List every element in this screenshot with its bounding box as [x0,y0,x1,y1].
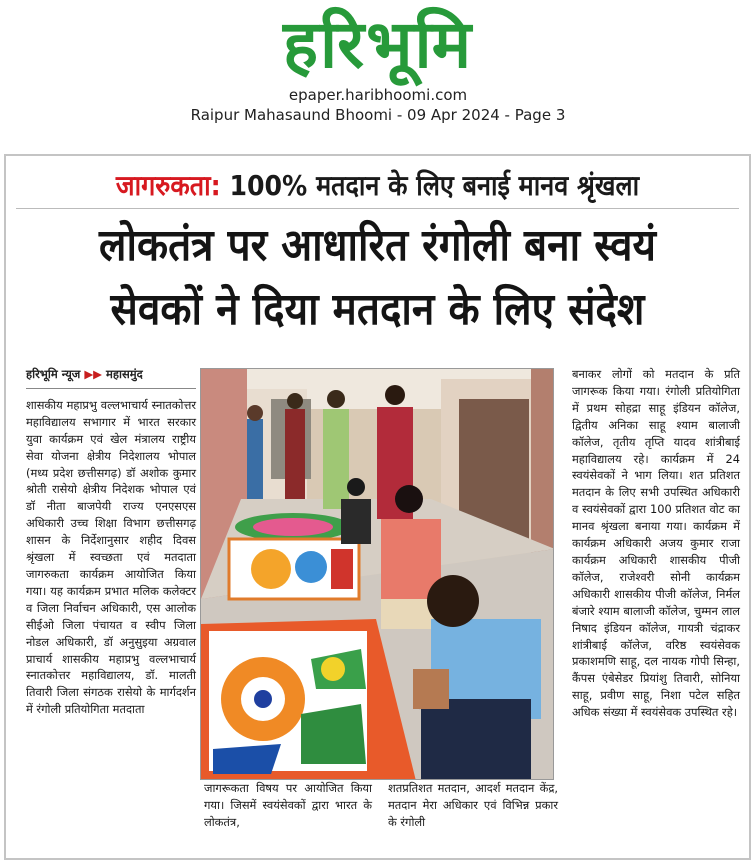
news-clipping [4,154,751,860]
byline [26,366,196,389]
site-url[interactable]: epaper.haribhoomi.com [288,86,468,104]
bottom-column-1-text: जागरूकता विषय पर आयोजित किया गया। जिसमें स्वयंसेवकों द्वारा भारत के लोकतंत्र, [204,781,372,829]
headline-line-2: सेवकों ने दिया मतदान के लिए संदेश [110,284,645,335]
haribhoomi-logo[interactable]: हरिभूमि [282,6,474,83]
kicker-text: 100% मतदान के लिए बनाई मानव श्रृंखला [229,169,640,202]
left-column-text: शासकीय महाप्रभु वल्लभाचार्य स्नातकोत्तर महाविद्यालय सभागार में भारत सरकार युवा कार्यक्रम एवं खेल मंत्रालय राष्ट्रीय सेवा योजना क्षेत्रीय निदेशालय भोपाल (मध्य प्रदेश छत्तीसगढ़) डॉ अशोक कुमार श्रोती रासेयो क्षेत्रीय निदेशक भोपाल एवं डॉ नीता बाजपेयी राज्य एनएसएस अधिकारी उच्च शिक्षा विभाग छत्तीसगढ़ शासन के निर्देशानुसार शहीद दिवस श्रृंखला में स्वच्छता एवं मतदाता जागरुकता कार्यक्रम आयोजित किया गया। यह कार्यक्रम प्रभात मलिक कलेक्टर व जिला निर्वाचन अधिकारी, एस आलोक सीईओ जिला पंचायत व स्वीप जिला नोडल अधिकारी, डॉ अनुसुइया अग्रवाल प्राचार्य शासकीय महाप्रभु वल्लभाचार्य स्नातकोत्तर महाविद्यालय, डॉ. मालती तिवारी जिला संगठक रासेयो के मार्गदर्शन में रंगोली प्रतियोगिता मतदाता [26,397,196,717]
right-column-text: बनाकर लोगों को मतदान के प्रति जागरूक किया गया। रंगोली प्रतियोगिता में प्रथम सोहद्रा साहू इंडियन कॉलेज, द्वितीय अनिका साहू श्याम बालाजी कॉलेज, तृतीय तृप्ति यादव शांत्रीबाई महाविद्यालय रहे। कार्यक्रम में 24 स्वयंसेवकों ने भाग लिया। शत प्रतिशत मतदान के लिए सभी उपस्थित अधिकारी व स्वयंसेवकों द्वारा 100 प्रतिशत वोट का मानव श्रृंखला बनाया गया। कार्यक्रम में कार्यक्रम अधिकारी अजय कुमार राजा कार्यक्रम अधिकारी शासकीय पीजी कॉलेज, राजेश्वरी सोनी कार्यक्रम अधिकारी शासकीय पीजी कॉलेज, निर्मल बंजारे श्याम बालाजी कॉलेज, चुम्मन लाल निषाद इंडियन कॉलेज, गायत्री चंद्राकर शांत्रीबाई कॉलेज, वरिष्ठ स्वयंसेवक प्रकाशमणि साहू, दल नायक गोपी सिन्हा, कैंपस एंबेसेडर प्रियांशु तिवारी, सोनिया साहू, प्रवीण साहू, निशा पटेल सहित अधिक संख्या में स्वयंसेवक उपस्थित रहे। [572,367,740,720]
byline-arrow-icon: ▶▶ [84,367,103,381]
bottom-column-2 [388,780,558,831]
masthead [0,0,756,150]
kicker-divider [16,208,739,209]
bottom-column-2-text: शतप्रतिशत मतदान, आदर्श मतदान केंद्र, मतदान मेरा अधिकार एवं विभिन्न प्रकार के रंगोली [388,781,558,829]
edition-line: Raipur Mahasaund Bhoomi - 09 Apr 2024 - Page 3 [190,106,566,124]
rangoli-photo-illustration [201,369,554,780]
headline-line-1: लोकतंत्र पर आधारित रंगोली बना स्वयं [99,220,656,271]
bottom-column-1 [204,780,372,831]
left-column [26,366,196,718]
right-column [572,366,740,721]
byline-source: हरिभूमि न्यूज [26,367,81,381]
byline-place: महासमुंद [106,367,143,381]
article-photo [200,368,554,780]
kicker-label: जागरुकता: [115,169,221,202]
headline [36,216,720,344]
kicker [43,168,712,204]
